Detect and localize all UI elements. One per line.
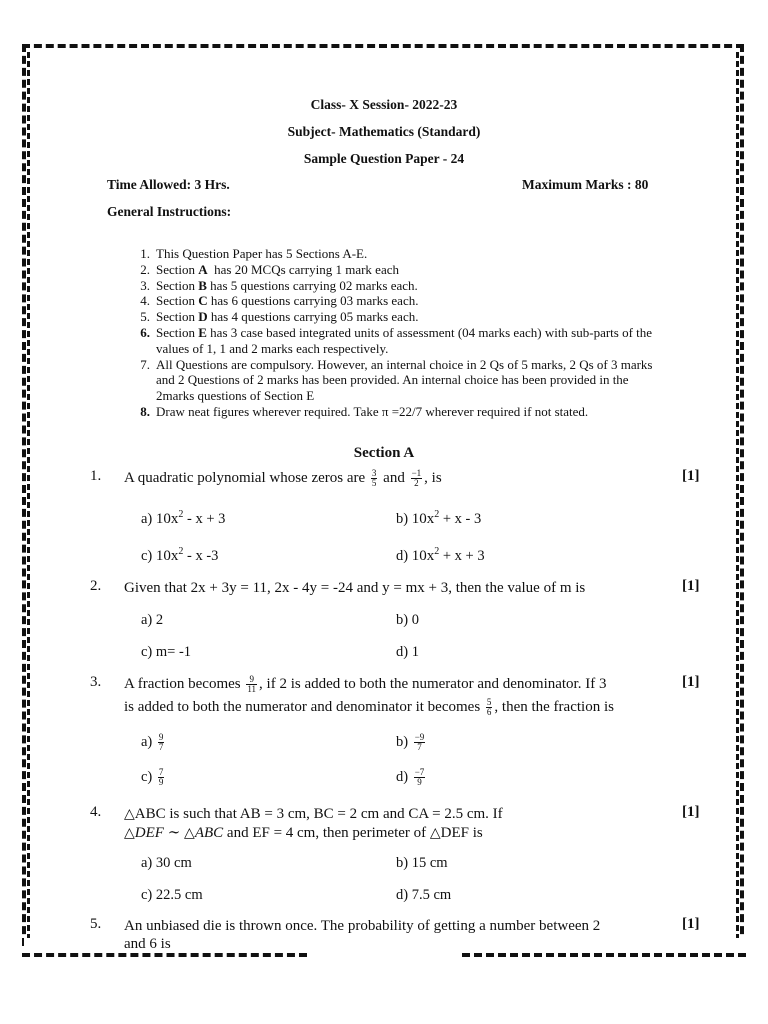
- instruction-item: 3. Section B has 5 questions carrying 02 marks each.: [140, 277, 418, 293]
- option-c[interactable]: c) m= -1: [141, 644, 192, 660]
- option-d[interactable]: d) $\frac{-7}{9}$: [396, 767, 425, 787]
- question-5-line-2: and 6 is: [124, 936, 171, 952]
- maximum-marks: Maximum Marks : 80: [522, 177, 649, 192]
- question-number: 1.: [90, 468, 102, 484]
- instructions-title: General Instructions:: [107, 204, 232, 219]
- question-marks: [1]: [682, 916, 700, 932]
- instruction-item: 2. Section A has 20 MCQs carrying 1 mark each: [140, 261, 399, 277]
- triangle-icon: △: [184, 825, 195, 841]
- option-b[interactable]: b) $10x^2 + x - 3$: [396, 509, 482, 527]
- question-number: 4.: [90, 804, 102, 820]
- option-c[interactable]: c) $10x^2$ - x -3: [141, 546, 219, 564]
- class-session: Class- X Session- 2022-23: [310, 97, 458, 112]
- question-marks: [1]: [682, 674, 700, 690]
- instruction-item: 8. Draw neat figures wherever required. Take π =22/7 wherever required if not stated.: [140, 403, 589, 419]
- instruction-item: 1. This Question Paper has 5 Sections A-E.: [140, 246, 368, 261]
- option-d[interactable]: d) 7.5 cm: [396, 887, 452, 903]
- option-c[interactable]: c) 22.5 cm: [141, 887, 203, 903]
- option-b[interactable]: b) $\frac{-9}{7}$: [396, 732, 425, 752]
- time-allowed: Time Allowed: 3 Hrs.: [107, 177, 230, 192]
- question-4-line-2: △DEF ∼ △ABC and EF = 4 cm, then perimeter of △DEF is: [124, 825, 483, 841]
- question-3-line-1: A fraction becomes $\frac{9}{11}$ , if 2 is added to both the numerator and denominator. If 3: [124, 674, 607, 695]
- question-marks: [1]: [682, 468, 700, 484]
- option-a[interactable]: a) 2: [141, 612, 164, 628]
- question-number: 3.: [90, 674, 102, 690]
- option-d[interactable]: d) $10x^2 + x + 3$: [396, 546, 485, 564]
- option-a[interactable]: a) 30 cm: [141, 855, 192, 871]
- option-d[interactable]: d) 1: [396, 644, 419, 660]
- question-marks: [1]: [682, 804, 700, 820]
- paper-title: Sample Question Paper - 24: [303, 151, 465, 166]
- instruction-item: 6. Section E has 3 case based integrated units of assessment (04 marks each) with sub-parts of the values of 1, 1 and 2 marks each respectively.: [140, 324, 653, 356]
- option-a[interactable]: a) $10x^2 - x + 3$: [141, 509, 226, 527]
- triangle-icon: △: [124, 806, 135, 822]
- question-marks: [1]: [682, 578, 700, 594]
- option-c[interactable]: c) $\frac{7}{9}$: [141, 767, 164, 787]
- instruction-item: 7. All Questions are compulsory. However, an internal choice in 2 Qs of 5 marks, 2 Qs of 3 marks and 2 Questions of 2 marks has been provided. An internal choice has been provided in the 2marks questions of Section E: [140, 356, 653, 404]
- triangle-icon: △: [124, 825, 135, 841]
- question-3-line-2: is added to both the numerator and denominator it becomes $\frac{5}{6}$ , then the fraction is: [124, 697, 614, 718]
- triangle-icon: △: [429, 825, 441, 841]
- instruction-item: 4. Section C has 6 questions carrying 03 marks each.: [140, 293, 419, 309]
- section-title: Section A: [353, 445, 415, 461]
- subject: Subject- Mathematics (Standard): [287, 124, 481, 139]
- question-number: 5.: [90, 916, 102, 932]
- question-number: 2.: [90, 578, 102, 594]
- instructions-list: [126, 246, 666, 420]
- border-bottom-right: [462, 953, 746, 957]
- option-b[interactable]: b) 0: [396, 612, 419, 628]
- instruction-item: 5. Section D has 4 questions carrying 05 marks each.: [140, 309, 419, 325]
- option-b[interactable]: b) 15 cm: [396, 855, 448, 871]
- question-1-text: A quadratic polynomial whose zeros are $\frac{3}{5}$ and $\frac{-1}{2}$ , is: [124, 468, 442, 489]
- option-a[interactable]: a) $\frac{9}{7}$: [141, 732, 164, 752]
- question-2-text: Given that 2x + 3y = 11, 2x - 4y = -24 and y = mx + 3, then the value of m is: [124, 580, 586, 596]
- question-4-line-1: △ABC is such that AB = 3 cm, BC = 2 cm and CA = 2.5 cm. If: [124, 806, 503, 822]
- question-5-line-1: An unbiased die is thrown once. The probability of getting a number between 2: [124, 918, 601, 934]
